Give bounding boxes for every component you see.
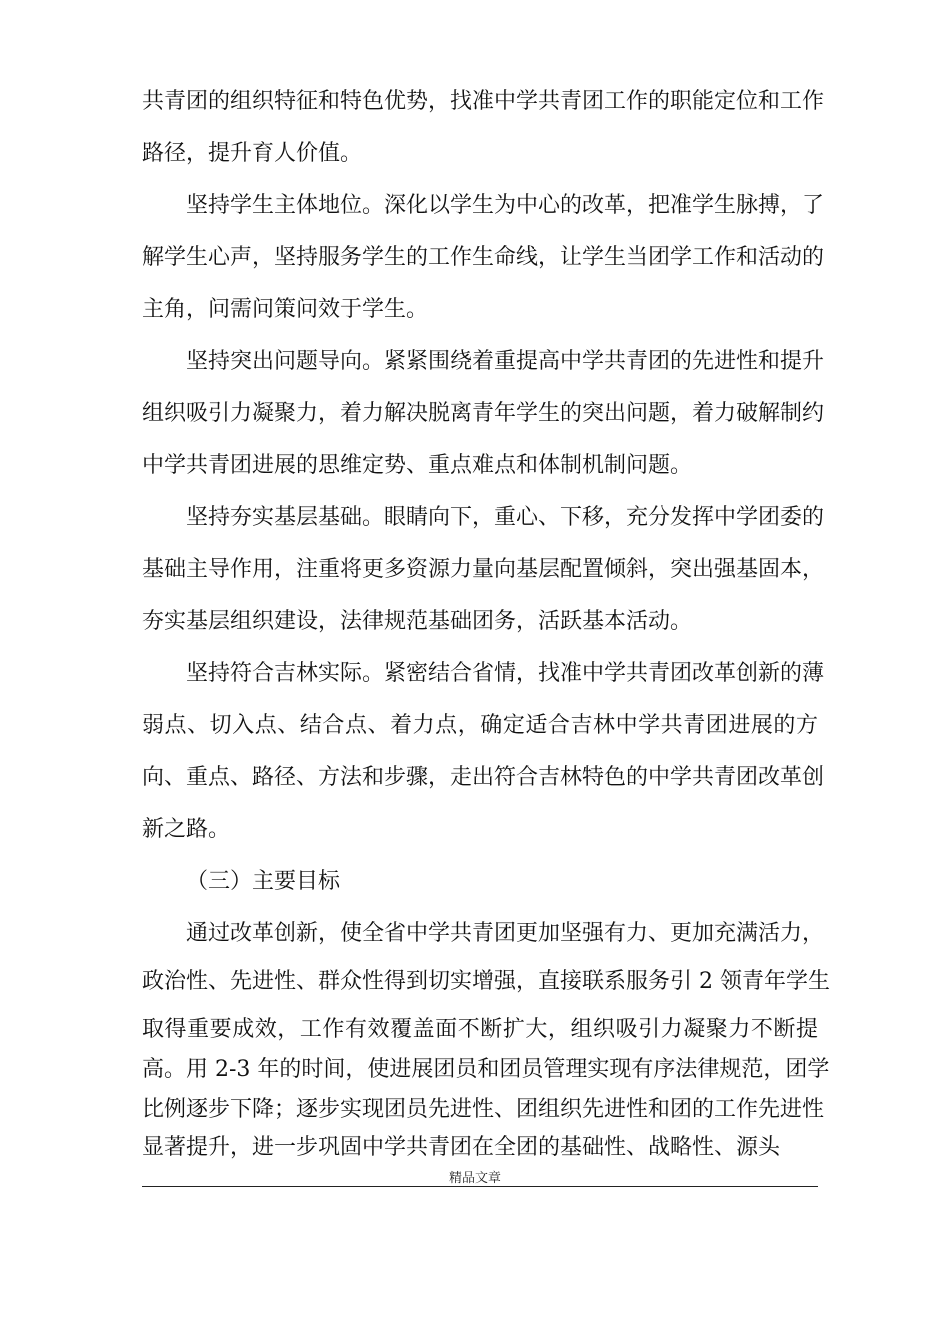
paragraph-line: 比例逐步下降；逐步实现团员先进性、团组织先进性和团的工作先进性 (142, 1097, 825, 1122)
paragraph-line: 坚持符合吉林实际。紧密结合省情，找准中学共青团改革创新的薄 (186, 661, 825, 686)
paragraph-line: 组织吸引力凝聚力，着力解决脱离青年学生的突出问题，着力破解制约 (142, 401, 825, 426)
paragraph-line: 路径，提升育人价值。 (142, 141, 363, 166)
paragraph-line: 夯实基层组织建设，法律规范基础团务，活跃基本活动。 (142, 609, 693, 634)
paragraph-line: 向、重点、路径、方法和步骤，走出符合吉林特色的中学共青团改革创 (142, 765, 825, 790)
paragraph-line: 基础主导作用，注重将更多资源力量向基层配置倾斜，突出强基固本， (142, 557, 825, 582)
paragraph-line: 弱点、切入点、结合点、着力点，确定适合吉林中学共青团进展的方 (142, 713, 818, 738)
paragraph-line: 中学共青团进展的思维定势、重点难点和体制机制问题。 (142, 453, 693, 478)
paragraph-line: 高。用 2-3 年的时间，使进展团员和团员管理实现有序法律规范，团学 (142, 1057, 830, 1082)
footer-label: 精品文章 (448, 1171, 501, 1186)
paragraph-line: 新之路。 (142, 817, 231, 842)
paragraph-line: 通过改革创新，使全省中学共青团更加坚强有力、更加充满活力， (186, 921, 825, 946)
paragraph-line: 共青团的组织特征和特色优势，找准中学共青团工作的职能定位和工作 (142, 89, 825, 114)
paragraph-line: 坚持学生主体地位。深化以学生为中心的改革，把准学生脉搏，了 (186, 193, 825, 218)
section-heading: （三）主要目标 (186, 869, 341, 894)
paragraph-line: 政治性、先进性、群众性得到切实增强，直接联系服务引 2 领青年学生 (142, 969, 830, 994)
paragraph-line: 取得重要成效，工作有效覆盖面不断扩大，组织吸引力凝聚力不断提 (142, 1017, 818, 1042)
footer-rule (142, 1186, 818, 1187)
paragraph-line: 解学生心声，坚持服务学生的工作生命线，让学生当团学工作和活动的 (142, 245, 825, 270)
paragraph-line: 坚持突出问题导向。紧紧围绕着重提高中学共青团的先进性和提升 (186, 349, 825, 374)
paragraph-line: 坚持夯实基层基础。眼睛向下，重心、下移，充分发挥中学团委的 (186, 505, 825, 530)
paragraph-line-final: 显著提升，进一步巩固中学共青团在全团的基础性、战略性、源头 (142, 1135, 781, 1160)
paragraph-line: 主角，问需问策问效于学生。 (142, 297, 429, 322)
